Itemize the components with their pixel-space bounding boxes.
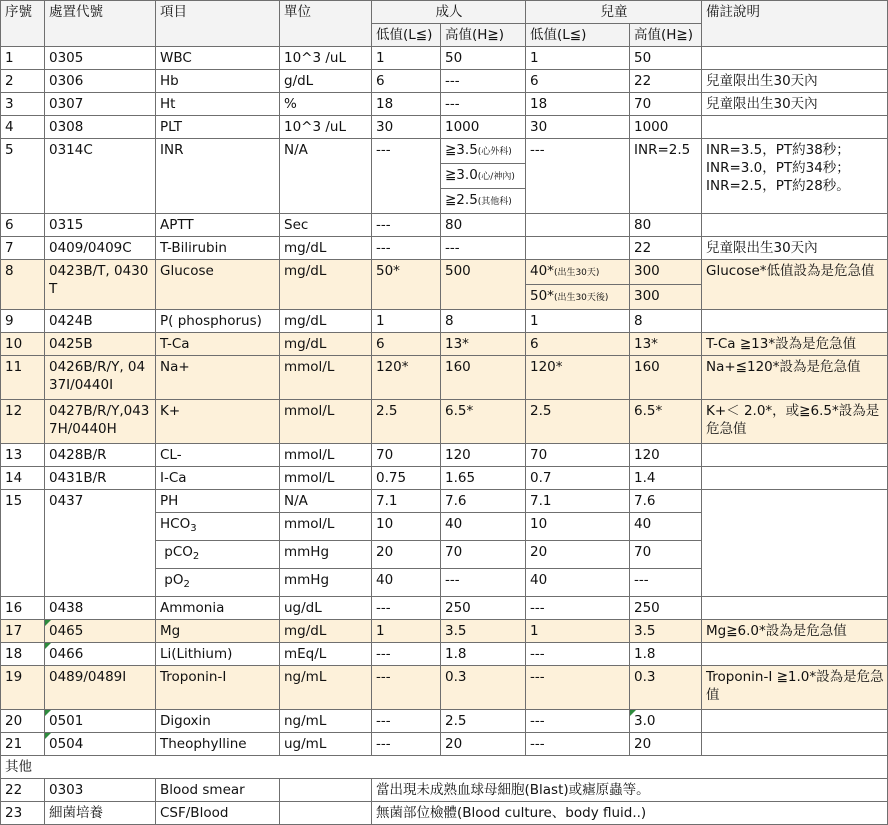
item-name: pO [164, 572, 184, 588]
seq-cell: 15 [1, 490, 45, 597]
child-low-cell: 40 [526, 569, 630, 597]
section-label-other: 其他 [1, 756, 888, 779]
item-cell: PH [156, 490, 280, 513]
child-low-cell: --- [526, 139, 630, 214]
adult-high-cell: 7.6 [441, 490, 526, 513]
item-cell [156, 513, 280, 541]
table-row [1, 70, 888, 93]
adult-high-cell: 70 [441, 541, 526, 569]
child-low-cell: --- [526, 643, 630, 666]
item-cell: T-Bilirubin [156, 237, 280, 260]
unit-cell: mmol/L [280, 356, 372, 400]
seq-cell: 5 [1, 139, 45, 214]
code-cell: 0424B [45, 310, 156, 333]
adult-low-cell: 0.75 [372, 467, 441, 490]
note-cell [702, 467, 888, 490]
item-cell: Ht [156, 93, 280, 116]
seq-cell: 21 [1, 733, 45, 756]
adult-high-cell [441, 189, 526, 214]
child-high-cell: 13* [630, 333, 702, 356]
code-cell: 0438 [45, 597, 156, 620]
table-row [1, 214, 888, 237]
seq-cell: 1 [1, 47, 45, 70]
seq-cell: 16 [1, 597, 45, 620]
adult-low-cell: --- [372, 710, 441, 733]
adult-high-cell: 8 [441, 310, 526, 333]
code-cell: 0431B/R [45, 467, 156, 490]
unit-cell: mg/dL [280, 237, 372, 260]
child-high-cell: 300 [630, 285, 702, 310]
child-high-cell: 8 [630, 310, 702, 333]
table-row [1, 400, 888, 444]
child-low-cell: 6 [526, 333, 630, 356]
child-low-cell: 10 [526, 513, 630, 541]
item-cell: K+ [156, 400, 280, 444]
note-cell: 兒童限出生30天內 [702, 237, 888, 260]
table-row [1, 310, 888, 333]
code-cell: 0306 [45, 70, 156, 93]
inr-dept: (其他科) [477, 197, 512, 207]
table-row [1, 643, 888, 666]
code-cell: 0409/0409C [45, 237, 156, 260]
code-cell: 0308 [45, 116, 156, 139]
adult-low-cell: --- [372, 139, 441, 214]
table-row [1, 356, 888, 400]
seq-cell: 9 [1, 310, 45, 333]
adult-high-cell: 1.65 [441, 467, 526, 490]
child-high-cell: 1.4 [630, 467, 702, 490]
child-high-cell: 50 [630, 47, 702, 70]
child-low-cell: 70 [526, 444, 630, 467]
unit-cell [280, 802, 372, 825]
child-high-cell: 20 [630, 733, 702, 756]
child-low-cell: 6 [526, 70, 630, 93]
adult-high-cell: 50 [441, 47, 526, 70]
child-high-cell: 250 [630, 597, 702, 620]
table-row [1, 490, 888, 513]
adult-low-cell: --- [372, 214, 441, 237]
inr-threshold: ≧2.5 [445, 192, 478, 208]
note-cell: Troponin-I ≧1.0*設為是危急值 [702, 666, 888, 710]
table-row [1, 779, 888, 802]
glucose-child-low: 40* [530, 263, 554, 279]
child-low-cell [526, 237, 630, 260]
child-low-cell [526, 285, 630, 310]
unit-cell: mmHg [280, 541, 372, 569]
adult-high-cell: --- [441, 70, 526, 93]
code-cell: 0303 [45, 779, 156, 802]
child-high-cell: 120 [630, 444, 702, 467]
seq-cell: 11 [1, 356, 45, 400]
child-low-cell: 2.5 [526, 400, 630, 444]
unit-cell: % [280, 93, 372, 116]
child-low-cell: 30 [526, 116, 630, 139]
item-subscript: 2 [192, 551, 200, 562]
item-cell [156, 541, 280, 569]
note-cell [702, 597, 888, 620]
adult-high-cell: 500 [441, 260, 526, 310]
adult-low-cell: 7.1 [372, 490, 441, 513]
child-high-cell: 22 [630, 237, 702, 260]
child-high-cell: 70 [630, 541, 702, 569]
item-subscript: 3 [190, 523, 197, 534]
inr-threshold: ≧3.5 [445, 142, 478, 158]
note-cell: 兒童限出生30天內 [702, 93, 888, 116]
item-cell: Glucose [156, 260, 280, 310]
table-row [1, 733, 888, 756]
seq-cell: 22 [1, 779, 45, 802]
unit-cell: ug/dL [280, 597, 372, 620]
code-cell: 0423B/T, 0430T [45, 260, 156, 310]
note-cell [702, 490, 888, 597]
child-low-cell: 0.7 [526, 467, 630, 490]
child-high-cell: 7.6 [630, 490, 702, 513]
adult-low-cell: 1 [372, 620, 441, 643]
item-cell: Troponin-I [156, 666, 280, 710]
note-cell [702, 139, 888, 214]
inr-note-line: INR=3.0，PT約34秒； [706, 160, 850, 176]
code-cell: 0501 [45, 710, 156, 733]
adult-high-cell: --- [441, 93, 526, 116]
note-cell: T-Ca ≧13*設為是危急值 [702, 333, 888, 356]
item-cell: Na+ [156, 356, 280, 400]
seq-cell: 3 [1, 93, 45, 116]
table-row [1, 93, 888, 116]
child-high-cell: 1.8 [630, 643, 702, 666]
adult-high-cell: 80 [441, 214, 526, 237]
inr-threshold: ≧3.0 [445, 167, 478, 183]
child-low-cell: 120* [526, 356, 630, 400]
note-cell: K+＜ 2.0*，或≧6.5*設為是危急值 [702, 400, 888, 444]
unit-cell: mmHg [280, 569, 372, 597]
child-high-cell: 6.5* [630, 400, 702, 444]
child-high-cell: 40 [630, 513, 702, 541]
item-cell: CSF/Blood [156, 802, 280, 825]
note-cell: Glucose*低值設為是危急值 [702, 260, 888, 310]
child-high-cell: 22 [630, 70, 702, 93]
child-high-cell: --- [630, 569, 702, 597]
adult-low-cell: --- [372, 643, 441, 666]
table-row [1, 116, 888, 139]
adult-low-cell: --- [372, 237, 441, 260]
item-cell: Theophylline [156, 733, 280, 756]
seq-cell: 17 [1, 620, 45, 643]
item-cell: Ammonia [156, 597, 280, 620]
header-seq: 序號 [1, 1, 45, 47]
child-low-cell: 1 [526, 310, 630, 333]
adult-high-cell: 13* [441, 333, 526, 356]
note-cell [702, 47, 888, 70]
header-unit: 單位 [280, 1, 372, 47]
unit-cell: N/A [280, 139, 372, 214]
seq-cell: 14 [1, 467, 45, 490]
item-cell: INR [156, 139, 280, 214]
seq-cell: 7 [1, 237, 45, 260]
adult-low-cell: 10 [372, 513, 441, 541]
unit-cell: ug/mL [280, 733, 372, 756]
adult-high-cell: --- [441, 569, 526, 597]
code-cell: 細菌培養 [45, 802, 156, 825]
adult-low-cell: 40 [372, 569, 441, 597]
unit-cell: mg/dL [280, 260, 372, 310]
item-cell: PLT [156, 116, 280, 139]
item-cell: Digoxin [156, 710, 280, 733]
seq-cell: 12 [1, 400, 45, 444]
description-cell: 當出現未成熟血球母細胞(Blast)或瘧原蟲等。 [372, 779, 888, 802]
inr-note-line: INR=2.5，PT約28秒。 [706, 178, 850, 194]
note-cell [702, 116, 888, 139]
table-row [1, 597, 888, 620]
inr-dept: (心外科) [477, 147, 512, 157]
unit-cell: mg/dL [280, 620, 372, 643]
note-cell: 兒童限出生30天內 [702, 70, 888, 93]
child-high-cell: 300 [630, 260, 702, 285]
description-cell: 無菌部位檢體(Blood culture、body fluid..) [372, 802, 888, 825]
adult-low-cell: 30 [372, 116, 441, 139]
header-adult-low: 低值(L≦) [372, 24, 441, 47]
adult-high-cell: 1000 [441, 116, 526, 139]
note-cell: Mg≧6.0*設為是危急值 [702, 620, 888, 643]
child-high-cell: 160 [630, 356, 702, 400]
inr-dept: (心/神內) [477, 172, 515, 182]
code-cell: 0315 [45, 214, 156, 237]
item-cell: Mg [156, 620, 280, 643]
header-item: 項目 [156, 1, 280, 47]
child-high-cell: 0.3 [630, 666, 702, 710]
adult-low-cell: --- [372, 666, 441, 710]
item-cell: Blood smear [156, 779, 280, 802]
item-cell: Hb [156, 70, 280, 93]
code-cell: 0427B/R/Y,0437H/0440H [45, 400, 156, 444]
table-row [1, 666, 888, 710]
seq-cell: 2 [1, 70, 45, 93]
seq-cell: 4 [1, 116, 45, 139]
seq-cell: 13 [1, 444, 45, 467]
unit-cell: 10^3 /uL [280, 47, 372, 70]
adult-low-cell: 1 [372, 310, 441, 333]
child-low-cell: --- [526, 666, 630, 710]
adult-high-cell: 160 [441, 356, 526, 400]
code-cell: 0466 [45, 643, 156, 666]
header-child-low: 低值(L≦) [526, 24, 630, 47]
seq-cell: 20 [1, 710, 45, 733]
code-cell: 0437 [45, 490, 156, 597]
adult-high-cell: 40 [441, 513, 526, 541]
adult-low-cell: 70 [372, 444, 441, 467]
code-cell: 0305 [45, 47, 156, 70]
note-cell [702, 310, 888, 333]
table-row [1, 333, 888, 356]
adult-high-cell: 20 [441, 733, 526, 756]
adult-low-cell: 50* [372, 260, 441, 310]
code-cell: 0504 [45, 733, 156, 756]
table-row [1, 237, 888, 260]
child-low-cell: 1 [526, 47, 630, 70]
table-row [1, 620, 888, 643]
unit-cell: Sec [280, 214, 372, 237]
code-cell: 0425B [45, 333, 156, 356]
adult-high-cell: --- [441, 237, 526, 260]
adult-low-cell: --- [372, 597, 441, 620]
item-cell: I-Ca [156, 467, 280, 490]
unit-cell: mmol/L [280, 513, 372, 541]
unit-cell: mg/dL [280, 333, 372, 356]
seq-cell: 19 [1, 666, 45, 710]
adult-high-cell: 2.5 [441, 710, 526, 733]
adult-low-cell: 6 [372, 70, 441, 93]
unit-cell [280, 779, 372, 802]
child-low-cell [526, 214, 630, 237]
seq-cell: 23 [1, 802, 45, 825]
item-cell: APTT [156, 214, 280, 237]
header-code: 處置代號 [45, 1, 156, 47]
seq-cell: 10 [1, 333, 45, 356]
table-row [1, 139, 888, 164]
item-cell: Li(Lithium) [156, 643, 280, 666]
section-row [1, 756, 888, 779]
child-high-cell: 80 [630, 214, 702, 237]
child-high-cell: 1000 [630, 116, 702, 139]
inr-note-line: INR=3.5，PT約38秒； [706, 142, 850, 158]
code-cell: 0428B/R [45, 444, 156, 467]
header-child: 兒童 [526, 1, 702, 24]
unit-cell: N/A [280, 490, 372, 513]
adult-high-cell [441, 139, 526, 164]
code-cell: 0465 [45, 620, 156, 643]
child-low-cell: --- [526, 710, 630, 733]
unit-cell: mEq/L [280, 643, 372, 666]
item-cell: P( phosphorus) [156, 310, 280, 333]
child-low-cell: 1 [526, 620, 630, 643]
item-name: pCO [164, 544, 193, 560]
child-high-cell: 3.5 [630, 620, 702, 643]
adult-low-cell: 20 [372, 541, 441, 569]
unit-cell: ng/mL [280, 666, 372, 710]
table-row [1, 467, 888, 490]
item-cell [156, 569, 280, 597]
child-high-cell: 3.0 [630, 710, 702, 733]
note-cell [702, 214, 888, 237]
adult-low-cell: 2.5 [372, 400, 441, 444]
adult-high-cell [441, 164, 526, 189]
header-child-high: 高值(H≧) [630, 24, 702, 47]
adult-high-cell: 1.8 [441, 643, 526, 666]
code-cell: 0489/0489I [45, 666, 156, 710]
child-low-cell [526, 260, 630, 285]
adult-high-cell: 250 [441, 597, 526, 620]
unit-cell: ng/mL [280, 710, 372, 733]
child-high-cell: 70 [630, 93, 702, 116]
note-cell [702, 444, 888, 467]
unit-cell: mmol/L [280, 444, 372, 467]
item-subscript: 2 [183, 579, 190, 590]
note-cell [702, 733, 888, 756]
code-cell: 0307 [45, 93, 156, 116]
child-low-cell: 18 [526, 93, 630, 116]
unit-cell: mg/dL [280, 310, 372, 333]
unit-cell: mmol/L [280, 400, 372, 444]
child-low-cell: --- [526, 733, 630, 756]
item-name: HCO [160, 516, 191, 532]
unit-cell: g/dL [280, 70, 372, 93]
adult-low-cell: 120* [372, 356, 441, 400]
glucose-child-low: 50* [530, 288, 554, 304]
header-adult-high: 高值(H≧) [441, 24, 526, 47]
note-cell [702, 643, 888, 666]
unit-cell: mmol/L [280, 467, 372, 490]
code-cell: 0426B/R/Y, 0437I/0440I [45, 356, 156, 400]
adult-high-cell: 120 [441, 444, 526, 467]
header-adult: 成人 [372, 1, 526, 24]
table-row [1, 260, 888, 285]
code-cell: 0314C [45, 139, 156, 214]
note-cell: Na+≦120*設為是危急值 [702, 356, 888, 400]
header-note: 備註說明 [702, 1, 888, 47]
glucose-age-note: (出生30天後) [553, 293, 609, 303]
item-cell: CL- [156, 444, 280, 467]
child-low-cell: --- [526, 597, 630, 620]
adult-low-cell: 18 [372, 93, 441, 116]
adult-low-cell: 6 [372, 333, 441, 356]
glucose-age-note: (出生30天) [553, 268, 600, 278]
item-cell: WBC [156, 47, 280, 70]
seq-cell: 6 [1, 214, 45, 237]
seq-cell: 18 [1, 643, 45, 666]
note-cell [702, 710, 888, 733]
child-low-cell: 7.1 [526, 490, 630, 513]
child-low-cell: 20 [526, 541, 630, 569]
adult-high-cell: 3.5 [441, 620, 526, 643]
table-row [1, 710, 888, 733]
unit-cell: 10^3 /uL [280, 116, 372, 139]
table-row [1, 802, 888, 825]
table-row [1, 47, 888, 70]
adult-high-cell: 6.5* [441, 400, 526, 444]
table-row [1, 444, 888, 467]
adult-low-cell: --- [372, 733, 441, 756]
adult-high-cell: 0.3 [441, 666, 526, 710]
item-cell: T-Ca [156, 333, 280, 356]
child-high-cell: INR=2.5 [630, 139, 702, 214]
adult-low-cell: 1 [372, 47, 441, 70]
seq-cell: 8 [1, 260, 45, 310]
